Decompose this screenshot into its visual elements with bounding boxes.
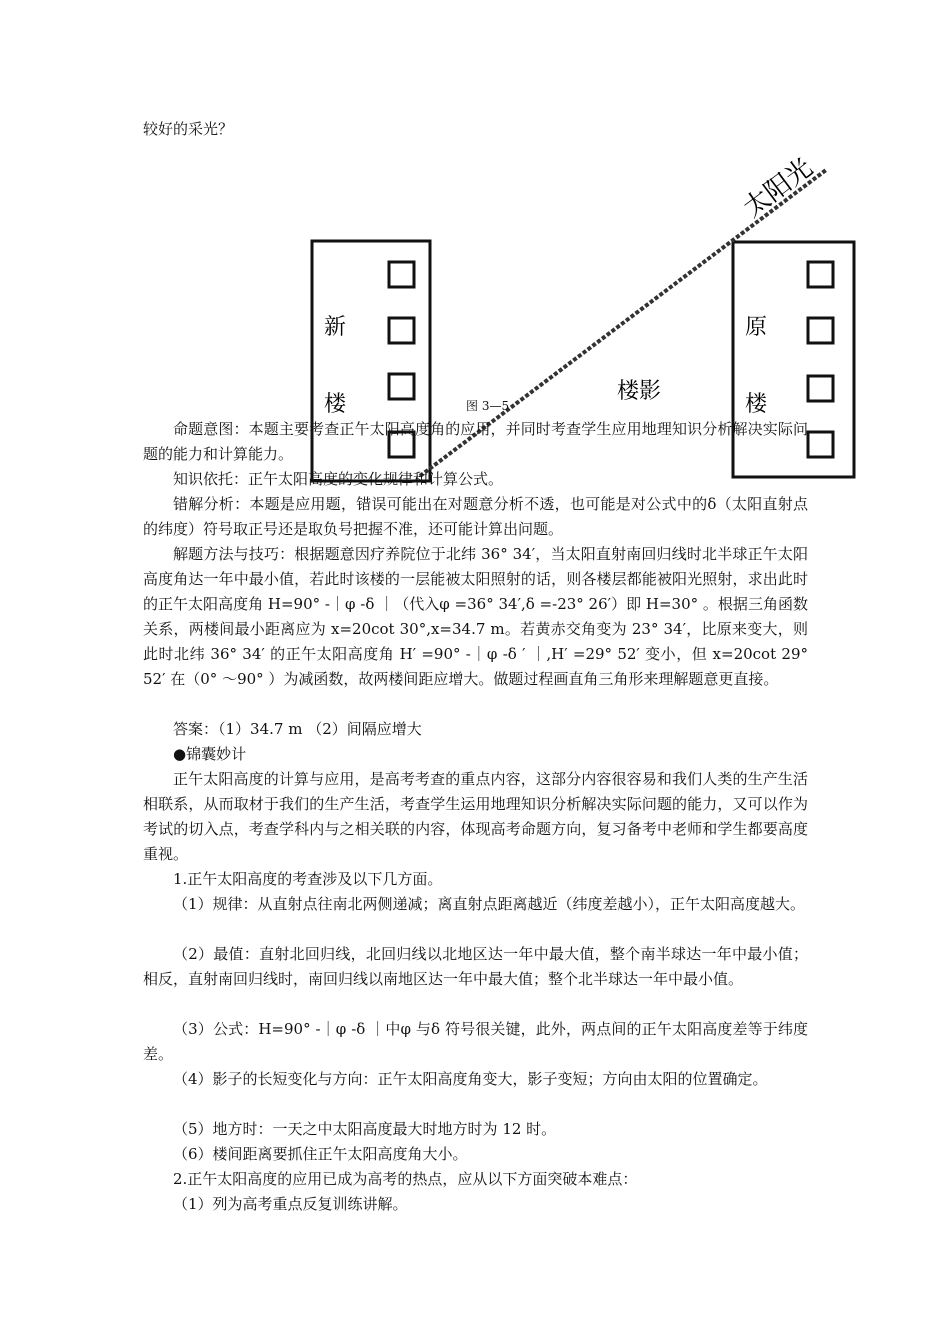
list-heading-1: 1.正午太阳高度的考查涉及以下几方面。 <box>173 870 443 888</box>
list-item: （5）地方时：一天之中太阳高度最大时地方时为 12 时。 <box>173 1120 557 1138</box>
window <box>808 376 833 401</box>
section-heading: ●锦囊妙计 <box>173 745 247 763</box>
paragraph-error: 错解分析：本题是应用题，错误可能出在对题意分析不透，也可能是对公式中的δ（太阳直射点的纬度）符号取正号还是取负号把握不准，还可能计算出问题。 <box>143 495 808 538</box>
window <box>389 374 414 399</box>
window <box>808 262 833 287</box>
old-building-label-2: 楼 <box>745 392 768 417</box>
window <box>808 318 833 343</box>
sunlight-label: 太阳光 <box>738 152 819 224</box>
list-item: （1）规律：从直射点往南北两侧递减；离直射点距离越近（纬度差越小），正午太阳高度越大。 <box>173 895 806 913</box>
list-item: （4）影子的长短变化与方向：正午太阳高度角变大，影子变短；方向由太阳的位置确定。 <box>173 1070 768 1088</box>
old-building-label-1: 原 <box>745 315 768 340</box>
list-item: （2）最值：直射北回归线，北回归线以北地区达一年中最大值，整个南半球达一年中最小值；相反，直射南回归线时，南回归线以南地区达一年中最大值；整个北半球达一年中最小值。 <box>143 945 808 988</box>
new-building-label-1: 新 <box>324 315 347 340</box>
shadow-label: 楼影 <box>617 379 662 404</box>
figure-caption: 图 3—5 <box>466 399 510 413</box>
window <box>808 432 833 457</box>
window <box>389 318 414 343</box>
top-line: 较好的采光？ <box>143 120 234 138</box>
paragraph-intro: 正午太阳高度的计算与应用，是高考考查的重点内容，这部分内容很容易和我们人类的生产生活相联系，从而取材于我们的生产生活，考查学生运用地理知识分析解决实际问题的能力，又可以作为考试的切入点，考查学科内与之相关联的内容，体现高考命题方向，复习备考中老师和学生都要高度重视。 <box>143 770 808 863</box>
paragraph-method: 解题方法与技巧：根据题意因疗养院位于北纬 36° 34′，当太阳直射南回归线时北半球正午太阳高度角达一年中最小值，若此时该楼的一层能被太阳照射的话，则各楼层都能被阳光照射，求出此时的正午太阳高度角 H=90° -｜φ -δ ｜（代入φ =36° 34′,δ =-23° 26′）即 H=30° 。根据三角函数关系，两楼间最小距离应为 x=20cot 30°,x=34.7 m。若黄赤交角变为 23° 34′，比原来变大，则此时北纬 36° 34′ 的正午太阳高度角 H′ =90° -｜φ -δ ′ ｜,H′ =29° 52′ 变小，但 x=20cot 29° 52′ 在（0° ～90° ）为减函数，故两楼间距应增大。做题过程画直角三角形来理解题意更直接。 <box>143 545 808 688</box>
list-heading-2: 2.正午太阳高度的应用已成为高考的热点，应从以下方面突破本难点： <box>173 1170 638 1188</box>
paragraph-basis: 知识依托：正午太阳高度的变化规律和计算公式。 <box>173 470 504 488</box>
new-building-label-2: 楼 <box>324 392 347 417</box>
list-item: （1）列为高考重点反复训练讲解。 <box>173 1195 408 1213</box>
list-item: （3）公式：H=90° -｜φ -δ ｜中φ 与δ 符号很关键，此外，两点间的正午太阳高度差等于纬度差。 <box>143 1020 808 1063</box>
window <box>389 262 414 287</box>
list-item: （6）楼间距离要抓住正午太阳高度角大小。 <box>173 1145 468 1163</box>
paragraph-answer: 答案：（1）34.7 m （2）间隔应增大 <box>173 720 422 738</box>
paragraph-intent: 命题意图：本题主要考查正午太阳高度角的应用，并同时考查学生应用地理知识分析解决实际问题的能力和计算能力。 <box>143 420 808 463</box>
